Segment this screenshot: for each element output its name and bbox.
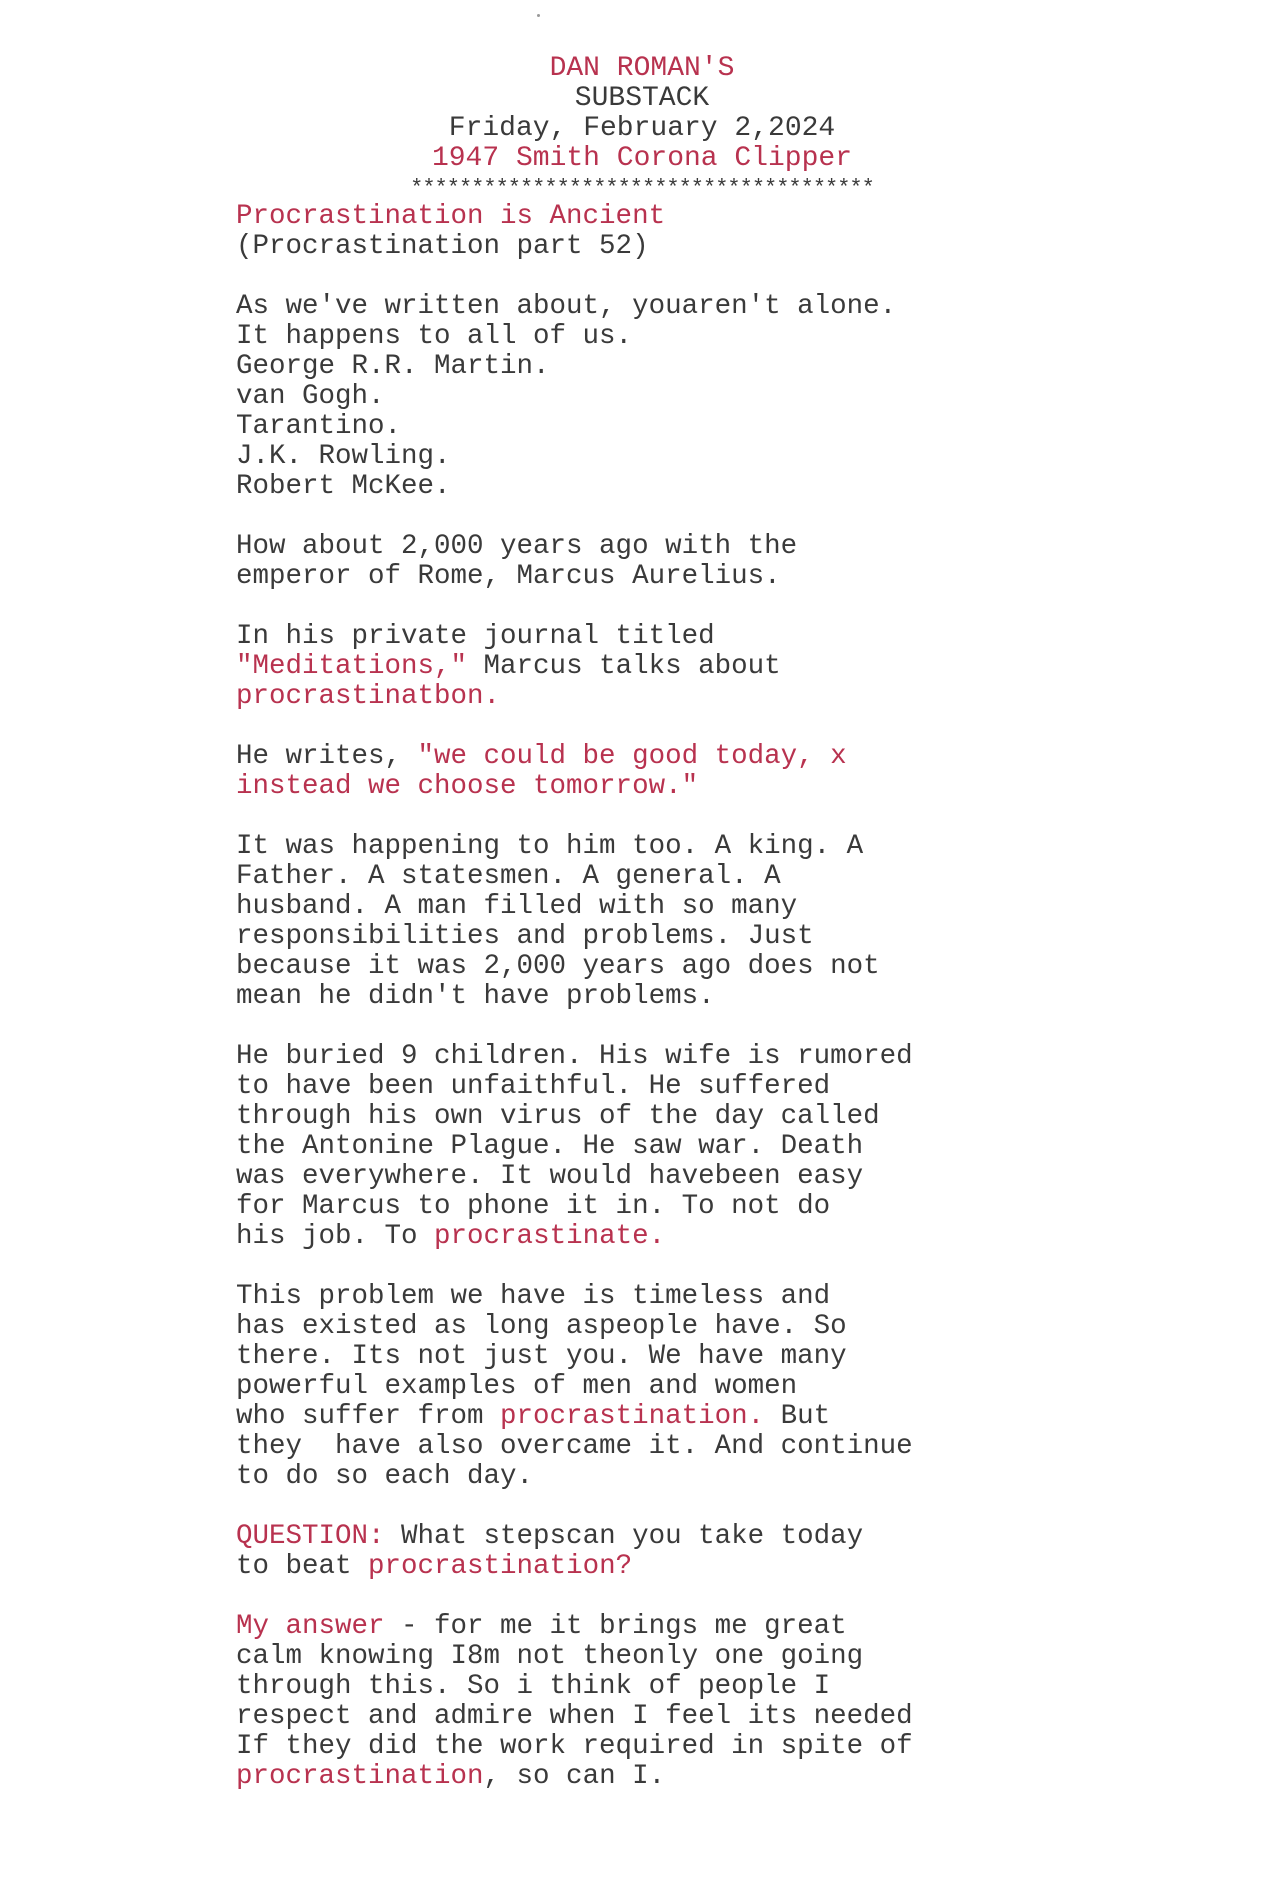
article-title: Procrastination is Ancient <box>236 201 666 232</box>
text-line <box>236 652 1236 682</box>
highlight: procrastination? <box>368 1551 633 1582</box>
text-line <box>236 1402 1236 1432</box>
highlight: "Meditations," <box>236 651 468 682</box>
text-line: As we've written about, youaren't alone. <box>236 291 897 322</box>
speck <box>537 14 540 17</box>
text-line: emperor of Rome, Marcus Aurelius. <box>236 561 781 592</box>
paragraph-1 <box>236 292 1236 502</box>
text-line <box>236 1612 1236 1642</box>
text-line: George R.R. Martin. <box>236 351 550 382</box>
text-line: J.K. Rowling. <box>236 441 451 472</box>
text-line: for Marcus to phone it in. To not do <box>236 1191 831 1222</box>
text-span: But <box>764 1401 831 1432</box>
article-body <box>236 202 1236 1792</box>
text-line: has existed as long aspeople have. So <box>236 1311 847 1342</box>
paragraph-6 <box>236 1042 1236 1252</box>
paragraph-4 <box>236 742 1236 802</box>
text-line: husband. A man filled with so many <box>236 891 798 922</box>
text-line: If they did the work required in spite of <box>236 1731 913 1762</box>
text-span: - for me it brings me great <box>384 1611 847 1642</box>
text-line: van Gogh. <box>236 381 385 412</box>
text-line: He buried 9 children. His wife is rumored <box>236 1041 913 1072</box>
text-line: to have been unfaithful. He suffered <box>236 1071 831 1102</box>
text-line: through his own virus of the day called <box>236 1101 880 1132</box>
highlight: procrastination. <box>500 1401 765 1432</box>
text-span: to beat <box>236 1551 369 1582</box>
header-typewriter: 1947 Smith Corona Clipper <box>431 143 853 174</box>
text-span: who suffer from <box>236 1401 501 1432</box>
text-line <box>236 1522 1236 1552</box>
header-line-1: DAN ROMAN'S <box>549 53 735 84</box>
text-line: Robert McKee. <box>236 471 451 502</box>
paragraph-9 <box>236 1612 1236 1792</box>
text-span: He writes, <box>236 741 418 772</box>
text-line <box>236 742 1236 772</box>
text-span: , so can I. <box>483 1761 666 1792</box>
header <box>0 54 1284 204</box>
text-line: because it was 2,000 years ago does not <box>236 951 880 982</box>
paragraph-8 <box>236 1522 1236 1582</box>
quote: "we could be good today, x <box>417 741 847 772</box>
text-line: to do so each day. <box>236 1461 534 1492</box>
question-label: QUESTION: <box>236 1521 385 1552</box>
text-line: mean he didn't have problems. <box>236 981 715 1012</box>
text-line: was everywhere. It would havebeen easy <box>236 1161 864 1192</box>
answer-label: My answer <box>236 1611 385 1642</box>
text-line <box>236 1762 1236 1792</box>
text-span: What stepscan you take today <box>384 1521 864 1552</box>
text-span: his job. To <box>236 1221 435 1252</box>
text-line: How about 2,000 years ago with the <box>236 531 798 562</box>
text-line: calm knowing I8m not theonly one going <box>236 1641 864 1672</box>
text-span: Marcus talks about <box>467 651 781 682</box>
header-divider: ************************************** <box>410 176 874 201</box>
text-line: It was happening to him too. A king. A <box>236 831 864 862</box>
text-line: through this. So i think of people I <box>236 1671 831 1702</box>
text-line: It happens to all of us. <box>236 321 633 352</box>
text-line: responsibilities and problems. Just <box>236 921 814 952</box>
text-line: powerful examples of men and women <box>236 1371 798 1402</box>
text-line: the Antonine Plague. He saw war. Death <box>236 1131 864 1162</box>
header-date: Friday, February 2,2024 <box>448 113 836 144</box>
text-line: Father. A statesmen. A general. A <box>236 861 781 892</box>
text-line <box>236 1552 1236 1582</box>
paragraph-3 <box>236 622 1236 712</box>
header-line-2: SUBSTACK <box>574 83 710 114</box>
paragraph-7 <box>236 1282 1236 1492</box>
text-line: Tarantino. <box>236 411 402 442</box>
text-line: procrastinatbon. <box>236 681 501 712</box>
text-line: respect and admire when I feel its needed <box>236 1701 913 1732</box>
text-line: This problem we have is timeless and <box>236 1281 831 1312</box>
paragraph-2 <box>236 532 1236 592</box>
text-line: there. Its not just you. We have many <box>236 1341 847 1372</box>
text-line: instead we choose tomorrow." <box>236 771 699 802</box>
article-subtitle: (Procrastination part 52) <box>236 231 649 262</box>
paragraph-5 <box>236 832 1236 1012</box>
text-line: In his private journal titled <box>236 621 715 652</box>
text-line <box>236 1222 1236 1252</box>
text-line: they have also overcame it. And continue <box>236 1431 913 1462</box>
highlight: procrastinate. <box>434 1221 666 1252</box>
highlight: procrastination <box>236 1761 484 1792</box>
